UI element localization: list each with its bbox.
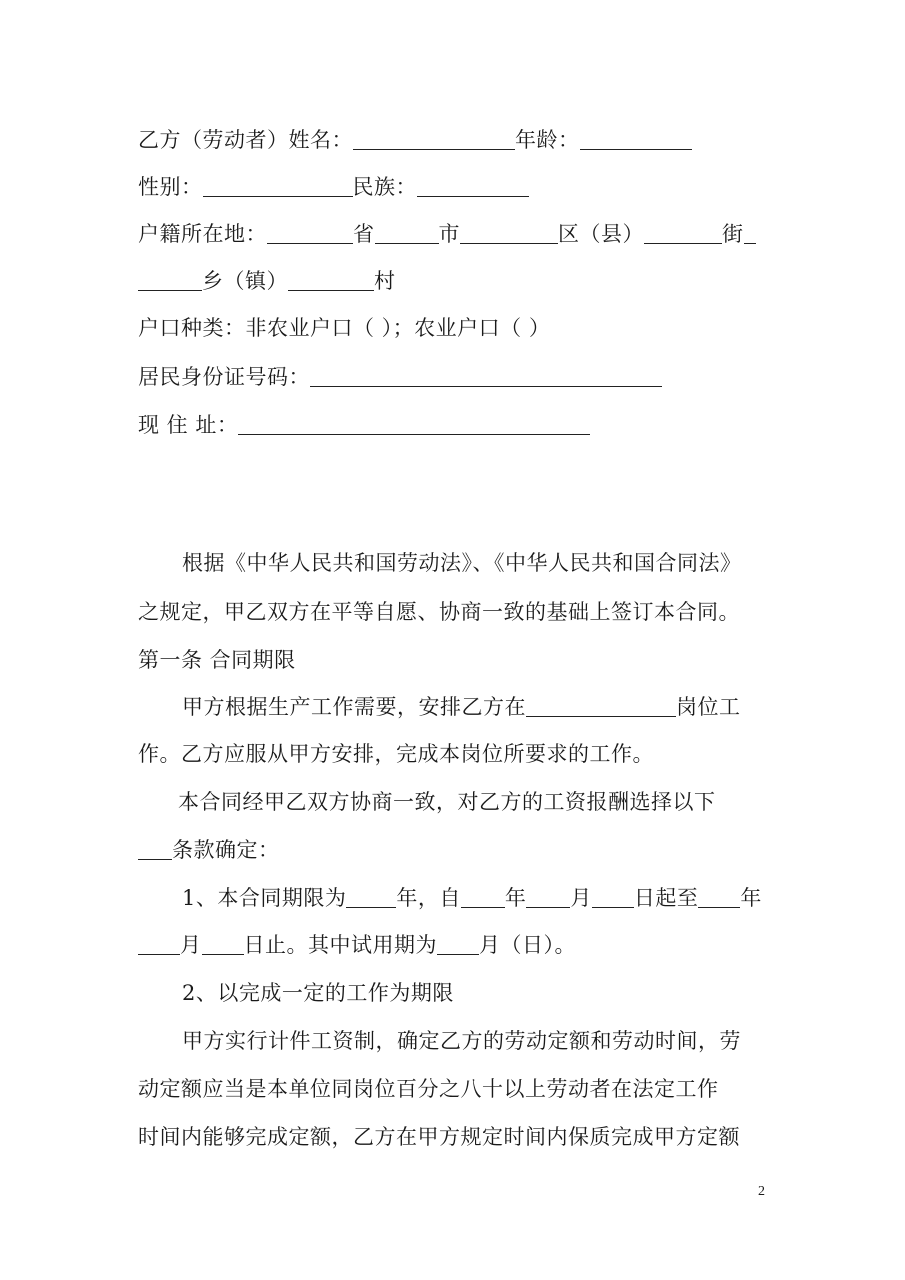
address-label: 现 住 址：: [138, 413, 239, 437]
hukou-type: 户口种类：非农业户口（ ）；农业户口（ ）: [138, 316, 551, 340]
piece-line-2: [138, 1074, 719, 1104]
item-2-line: [182, 978, 454, 1008]
household-line-1: [138, 219, 756, 249]
name-label: 乙方（劳动者）姓名：: [138, 128, 353, 152]
post-blank[interactable]: [526, 694, 676, 717]
end-day-blank[interactable]: [202, 932, 244, 955]
post-text-2: 作。乙方应服从甲方安排，完成本岗位所要求的工作。: [138, 742, 654, 766]
gender-blank[interactable]: [203, 174, 353, 197]
piece-line-1: [182, 1026, 741, 1056]
start-month-label: 月: [570, 886, 592, 910]
id-label: 居民身份证号码：: [138, 365, 310, 389]
address-blank[interactable]: [238, 412, 590, 435]
city-blank[interactable]: [375, 221, 439, 244]
intro-text-2: 之规定，甲乙双方在平等自愿、协商一致的基础上签订本合同。: [138, 600, 740, 624]
intro-text-1: 根据《中华人民共和国劳动法》、《中华人民共和国合同法》: [182, 551, 742, 575]
piece-text-3: 时间内能够完成定额，乙方在甲方规定时间内保质完成甲方定额: [138, 1125, 740, 1149]
page-number: 2: [758, 1184, 765, 1199]
district-blank[interactable]: [460, 221, 558, 244]
intro-line-1: [182, 548, 742, 578]
id-number-line: [138, 362, 662, 392]
age-blank[interactable]: [580, 127, 692, 150]
address-line: [138, 410, 590, 440]
piece-line-3: [138, 1122, 740, 1152]
end-month-label: 月: [180, 933, 202, 957]
post-text-1b: 岗位工: [676, 695, 741, 719]
hukou-type-line: [138, 313, 550, 343]
wage-text-2: 条款确定：: [172, 838, 280, 862]
start-year-label: 年: [504, 886, 527, 910]
province-label: 省: [353, 222, 375, 246]
post-line-2: [138, 739, 654, 769]
household-label: 户籍所在地：: [138, 222, 267, 246]
id-blank[interactable]: [310, 364, 662, 387]
clause-blank[interactable]: [138, 837, 172, 860]
street-blank[interactable]: [644, 221, 722, 244]
piece-text-2: 动定额应当是本单位同岗位百分之八十以上劳动者在法定工作: [138, 1077, 719, 1101]
street-tail-blank[interactable]: [744, 221, 756, 244]
end-year-label: 年: [740, 886, 762, 910]
village-blank[interactable]: [288, 268, 374, 291]
intro-line-2: [138, 597, 740, 627]
province-blank[interactable]: [267, 221, 353, 244]
start-month-blank[interactable]: [526, 885, 570, 908]
gender-label: 性别：: [138, 175, 203, 199]
item-2-text: 2、以完成一定的工作为期限: [182, 981, 454, 1005]
household-line-2: [138, 266, 396, 296]
township-label: 乡（镇）: [202, 269, 288, 293]
wage-line-2: [138, 835, 280, 865]
term-end-text: 日止。其中试用期为: [243, 933, 437, 957]
ethnicity-blank[interactable]: [417, 174, 529, 197]
start-year-blank[interactable]: [461, 885, 505, 908]
term-from: 年，自: [396, 886, 461, 910]
article-1-title-text: 第一条 合同期限: [138, 648, 296, 672]
village-label: 村: [374, 269, 396, 293]
end-month-blank[interactable]: [138, 932, 180, 955]
term-line-1: [182, 883, 762, 913]
probation-blank[interactable]: [437, 932, 479, 955]
gender-ethnicity-line: [138, 172, 529, 202]
post-text-1a: 甲方根据生产工作需要，安排乙方在: [182, 695, 526, 719]
city-label: 市: [438, 222, 460, 246]
township-blank[interactable]: [138, 268, 202, 291]
post-line-1: [182, 692, 741, 722]
name-age-line: [138, 125, 692, 155]
name-blank[interactable]: [353, 127, 515, 150]
article-1-title: [138, 645, 296, 675]
start-day-blank[interactable]: [592, 885, 634, 908]
wage-line-1: [178, 787, 716, 817]
term-prefix: 1、本合同期限为: [182, 886, 347, 910]
age-label: 年龄：: [515, 128, 580, 152]
term-years-blank[interactable]: [346, 885, 396, 908]
district-label: 区（县）: [558, 222, 644, 246]
ethnicity-label: 民族：: [352, 175, 417, 199]
wage-text-1: 本合同经甲乙双方协商一致，对乙方的工资报酬选择以下: [178, 790, 716, 814]
street-label: 街: [722, 222, 744, 246]
term-line-2: [138, 930, 576, 960]
start-day-to: 日起至: [633, 886, 699, 910]
piece-text-1: 甲方实行计件工资制，确定乙方的劳动定额和劳动时间，劳: [182, 1029, 741, 1053]
end-year-blank[interactable]: [698, 885, 740, 908]
probation-tail: 月（日）。: [479, 933, 576, 957]
